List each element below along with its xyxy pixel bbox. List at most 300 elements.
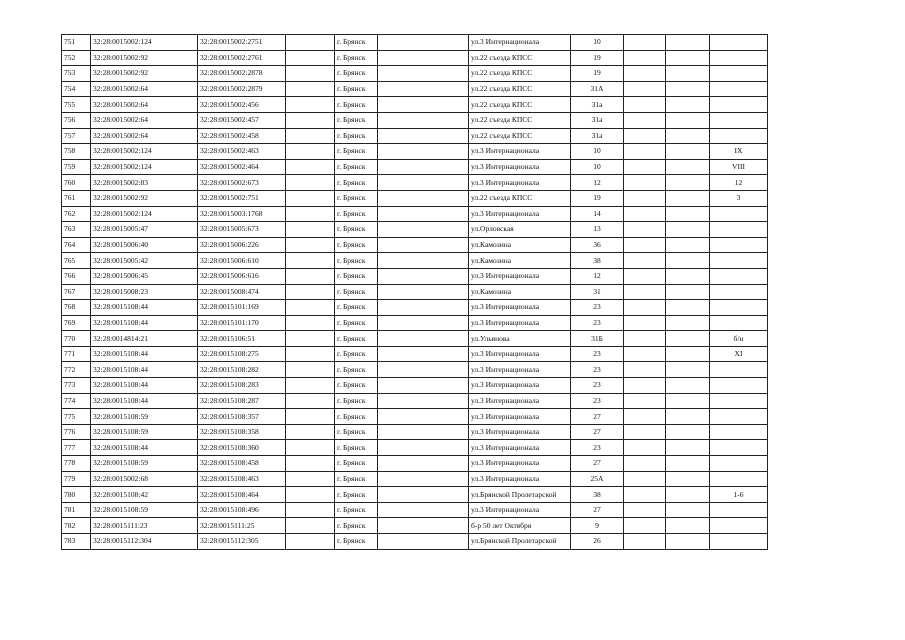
blank-col-cell: [624, 424, 666, 440]
street-cell: ул.22 съезда КПСС: [469, 112, 571, 128]
cadastral-number-cell: 32:28:0015002:464: [198, 159, 286, 175]
room-note-cell: 1-6: [710, 487, 768, 503]
house-number-cell: 27: [571, 409, 624, 425]
table-row: [62, 159, 768, 175]
row-number-cell: 755: [62, 97, 91, 113]
room-note-cell: [710, 378, 768, 394]
house-number-cell: 25А: [571, 471, 624, 487]
blank-col-cell: [378, 253, 469, 269]
blank-col-cell: [378, 331, 469, 347]
blank-col-cell: [378, 81, 469, 97]
city-cell: г. Брянск: [335, 393, 378, 409]
blank-col-cell: [378, 206, 469, 222]
cadastral-quarter-cell: 32:28:0015006:45: [91, 268, 198, 284]
cadastral-number-cell: 32:28:0015106:51: [198, 331, 286, 347]
cadastral-number-cell: 32:28:0015002:2751: [198, 35, 286, 51]
row-number-cell: 774: [62, 393, 91, 409]
house-number-cell: 10: [571, 144, 624, 160]
blank-col-cell: [378, 222, 469, 238]
row-number-cell: 778: [62, 456, 91, 472]
street-cell: ул.3 Интернационала: [469, 300, 571, 316]
table-row: [62, 300, 768, 316]
table-row: [62, 268, 768, 284]
room-note-cell: [710, 440, 768, 456]
cadastral-number-cell: 32:28:0015108:358: [198, 424, 286, 440]
blank-col-cell: [286, 284, 335, 300]
blank-col-cell: [378, 268, 469, 284]
cadastral-quarter-cell: 32:28:0015108:44: [91, 393, 198, 409]
row-number-cell: 769: [62, 315, 91, 331]
blank-col-cell: [666, 502, 710, 518]
cadastral-number-cell: 32:28:0015108:464: [198, 487, 286, 503]
house-number-cell: 38: [571, 487, 624, 503]
room-note-cell: [710, 237, 768, 253]
house-number-cell: 23: [571, 440, 624, 456]
house-number-cell: 31а: [571, 97, 624, 113]
cadastral-quarter-cell: 32:28:0015002:64: [91, 81, 198, 97]
row-number-cell: 775: [62, 409, 91, 425]
blank-col-cell: [666, 378, 710, 394]
table-row: [62, 81, 768, 97]
table-row: [62, 534, 768, 550]
cadastral-quarter-cell: 32:28:0015108:42: [91, 487, 198, 503]
blank-col-cell: [286, 35, 335, 51]
room-note-cell: [710, 424, 768, 440]
city-cell: г. Брянск: [335, 424, 378, 440]
street-cell: ул.3 Интернационала: [469, 159, 571, 175]
cadastral-quarter-cell: 32:28:0015112:304: [91, 534, 198, 550]
city-cell: г. Брянск: [335, 50, 378, 66]
blank-col-cell: [286, 534, 335, 550]
city-cell: г. Брянск: [335, 331, 378, 347]
house-number-cell: 12: [571, 268, 624, 284]
row-number-cell: 759: [62, 159, 91, 175]
cadastral-quarter-cell: 32:28:0015002:124: [91, 144, 198, 160]
blank-col-cell: [666, 144, 710, 160]
blank-col-cell: [624, 534, 666, 550]
blank-col-cell: [378, 534, 469, 550]
table-row: [62, 97, 768, 113]
blank-col-cell: [624, 81, 666, 97]
room-note-cell: [710, 35, 768, 51]
cadastral-number-cell: 32:28:0015002:458: [198, 128, 286, 144]
house-number-cell: 13: [571, 222, 624, 238]
city-cell: г. Брянск: [335, 378, 378, 394]
street-cell: ул.22 съезда КПСС: [469, 66, 571, 82]
room-note-cell: [710, 284, 768, 300]
table-row: [62, 284, 768, 300]
blank-col-cell: [378, 237, 469, 253]
table-row: [62, 128, 768, 144]
blank-col-cell: [286, 502, 335, 518]
city-cell: г. Брянск: [335, 35, 378, 51]
cadastral-quarter-cell: 32:28:0015002:92: [91, 50, 198, 66]
house-number-cell: 23: [571, 393, 624, 409]
cadastral-quarter-cell: 32:28:0014814:21: [91, 331, 198, 347]
blank-col-cell: [286, 97, 335, 113]
blank-col-cell: [378, 393, 469, 409]
cadastral-number-cell: 32:28:0015006:610: [198, 253, 286, 269]
room-note-cell: б/н: [710, 331, 768, 347]
blank-col-cell: [378, 487, 469, 503]
house-number-cell: 36: [571, 237, 624, 253]
street-cell: ул.3 Интернационала: [469, 378, 571, 394]
table-row: [62, 440, 768, 456]
blank-col-cell: [624, 284, 666, 300]
cadastral-quarter-cell: 32:28:0015111:23: [91, 518, 198, 534]
blank-col-cell: [624, 393, 666, 409]
city-cell: г. Брянск: [335, 222, 378, 238]
row-number-cell: 773: [62, 378, 91, 394]
street-cell: ул.22 съезда КПСС: [469, 97, 571, 113]
row-number-cell: 783: [62, 534, 91, 550]
cadastral-quarter-cell: 32:28:0015108:59: [91, 456, 198, 472]
blank-col-cell: [624, 502, 666, 518]
cadastral-number-cell: 32:28:0015006:226: [198, 237, 286, 253]
blank-col-cell: [378, 300, 469, 316]
room-note-cell: [710, 112, 768, 128]
blank-col-cell: [378, 190, 469, 206]
city-cell: г. Брянск: [335, 315, 378, 331]
blank-col-cell: [624, 159, 666, 175]
street-cell: ул.Камозина: [469, 237, 571, 253]
row-number-cell: 771: [62, 346, 91, 362]
cadastral-number-cell: 32:28:0015002:2878: [198, 66, 286, 82]
blank-col-cell: [378, 409, 469, 425]
blank-col-cell: [666, 393, 710, 409]
blank-col-cell: [378, 35, 469, 51]
house-number-cell: 27: [571, 502, 624, 518]
house-number-cell: 31Б: [571, 331, 624, 347]
cadastral-quarter-cell: 32:28:0015108:44: [91, 440, 198, 456]
cadastral-quarter-cell: 32:28:0015002:64: [91, 128, 198, 144]
blank-col-cell: [624, 471, 666, 487]
room-note-cell: [710, 362, 768, 378]
cadastral-quarter-cell: 32:28:0015108:59: [91, 424, 198, 440]
blank-col-cell: [666, 175, 710, 191]
blank-col-cell: [378, 144, 469, 160]
cadastral-quarter-cell: 32:28:0015002:64: [91, 97, 198, 113]
cadastral-number-cell: 32:28:0015002:463: [198, 144, 286, 160]
room-note-cell: [710, 409, 768, 425]
blank-col-cell: [666, 50, 710, 66]
city-cell: г. Брянск: [335, 502, 378, 518]
street-cell: ул.3 Интернационала: [469, 362, 571, 378]
city-cell: г. Брянск: [335, 346, 378, 362]
cadastral-number-cell: 32:28:0015108:282: [198, 362, 286, 378]
blank-col-cell: [624, 440, 666, 456]
cadastral-number-cell: 32:28:0015008:474: [198, 284, 286, 300]
cadastral-number-cell: 32:28:0015108:275: [198, 346, 286, 362]
blank-col-cell: [286, 424, 335, 440]
blank-col-cell: [666, 66, 710, 82]
cadastral-number-cell: 32:28:0015101:169: [198, 300, 286, 316]
blank-col-cell: [624, 315, 666, 331]
blank-col-cell: [286, 471, 335, 487]
blank-col-cell: [666, 300, 710, 316]
row-number-cell: 767: [62, 284, 91, 300]
row-number-cell: 752: [62, 50, 91, 66]
cadastral-number-cell: 32:28:0015002:751: [198, 190, 286, 206]
table-row: [62, 190, 768, 206]
cadastral-quarter-cell: 32:28:0015002:92: [91, 190, 198, 206]
street-cell: ул.3 Интернационала: [469, 315, 571, 331]
row-number-cell: 762: [62, 206, 91, 222]
house-number-cell: 14: [571, 206, 624, 222]
street-cell: ул.3 Интернационала: [469, 409, 571, 425]
blank-col-cell: [666, 128, 710, 144]
blank-col-cell: [666, 456, 710, 472]
cadastral-number-cell: 32:28:0015108:283: [198, 378, 286, 394]
city-cell: г. Брянск: [335, 284, 378, 300]
blank-col-cell: [286, 300, 335, 316]
city-cell: г. Брянск: [335, 112, 378, 128]
row-number-cell: 779: [62, 471, 91, 487]
row-number-cell: 758: [62, 144, 91, 160]
blank-col-cell: [624, 144, 666, 160]
room-note-cell: [710, 50, 768, 66]
blank-col-cell: [624, 253, 666, 269]
street-cell: ул.3 Интернационала: [469, 456, 571, 472]
cadastral-number-cell: 32:28:0015005:673: [198, 222, 286, 238]
blank-col-cell: [666, 222, 710, 238]
cadastral-quarter-cell: 32:28:0015108:44: [91, 346, 198, 362]
street-cell: ул.3 Интернационала: [469, 440, 571, 456]
city-cell: г. Брянск: [335, 518, 378, 534]
row-number-cell: 768: [62, 300, 91, 316]
row-number-cell: 754: [62, 81, 91, 97]
table-row: [62, 331, 768, 347]
street-cell: ул.3 Интернационала: [469, 175, 571, 191]
house-number-cell: 31: [571, 284, 624, 300]
blank-col-cell: [286, 159, 335, 175]
street-cell: ул.3 Интернационала: [469, 206, 571, 222]
table-row: [62, 471, 768, 487]
city-cell: г. Брянск: [335, 409, 378, 425]
table-row: [62, 518, 768, 534]
blank-col-cell: [378, 456, 469, 472]
blank-col-cell: [286, 190, 335, 206]
blank-col-cell: [286, 144, 335, 160]
house-number-cell: 10: [571, 159, 624, 175]
room-note-cell: XI: [710, 346, 768, 362]
blank-col-cell: [624, 268, 666, 284]
cadastral-quarter-cell: 32:28:0015108:59: [91, 502, 198, 518]
cadastral-quarter-cell: 32:28:0015002:68: [91, 471, 198, 487]
blank-col-cell: [378, 66, 469, 82]
cadastral-quarter-cell: 32:28:0015002:124: [91, 35, 198, 51]
blank-col-cell: [286, 128, 335, 144]
street-cell: ул.Ульянова: [469, 331, 571, 347]
blank-col-cell: [624, 518, 666, 534]
blank-col-cell: [286, 456, 335, 472]
blank-col-cell: [286, 206, 335, 222]
blank-col-cell: [624, 409, 666, 425]
house-number-cell: 31А: [571, 81, 624, 97]
table-row: [62, 362, 768, 378]
city-cell: г. Брянск: [335, 471, 378, 487]
house-number-cell: 9: [571, 518, 624, 534]
table-row: [62, 315, 768, 331]
blank-col-cell: [286, 393, 335, 409]
blank-col-cell: [666, 471, 710, 487]
city-cell: г. Брянск: [335, 268, 378, 284]
street-cell: ул.22 съезда КПСС: [469, 81, 571, 97]
room-note-cell: [710, 393, 768, 409]
blank-col-cell: [624, 128, 666, 144]
blank-col-cell: [624, 190, 666, 206]
table-row: [62, 206, 768, 222]
blank-col-cell: [286, 112, 335, 128]
street-cell: ул.3 Интернационала: [469, 268, 571, 284]
city-cell: г. Брянск: [335, 362, 378, 378]
city-cell: г. Брянск: [335, 81, 378, 97]
blank-col-cell: [286, 440, 335, 456]
row-number-cell: 777: [62, 440, 91, 456]
blank-col-cell: [666, 237, 710, 253]
blank-col-cell: [666, 159, 710, 175]
cadastral-number-cell: 32:28:0015108:287: [198, 393, 286, 409]
room-note-cell: [710, 518, 768, 534]
house-number-cell: 23: [571, 362, 624, 378]
street-cell: ул.3 Интернационала: [469, 424, 571, 440]
cadastral-quarter-cell: 32:28:0015108:44: [91, 300, 198, 316]
table-row: [62, 253, 768, 269]
cadastral-number-cell: 32:28:0015002:2761: [198, 50, 286, 66]
city-cell: г. Брянск: [335, 456, 378, 472]
cadastral-quarter-cell: 32:28:0015108:44: [91, 315, 198, 331]
city-cell: г. Брянск: [335, 300, 378, 316]
room-note-cell: IX: [710, 144, 768, 160]
blank-col-cell: [286, 253, 335, 269]
blank-col-cell: [666, 440, 710, 456]
room-note-cell: [710, 81, 768, 97]
room-note-cell: [710, 300, 768, 316]
table-row: [62, 112, 768, 128]
blank-col-cell: [286, 66, 335, 82]
cadastral-number-cell: 32:28:0015108:458: [198, 456, 286, 472]
street-cell: ул.22 съезда КПСС: [469, 190, 571, 206]
table-row: [62, 175, 768, 191]
street-cell: ул.3 Интернационала: [469, 471, 571, 487]
cadastral-number-cell: 32:28:0015101:170: [198, 315, 286, 331]
blank-col-cell: [624, 206, 666, 222]
row-number-cell: 765: [62, 253, 91, 269]
cadastral-number-cell: 32:28:0015002:457: [198, 112, 286, 128]
blank-col-cell: [286, 81, 335, 97]
blank-col-cell: [666, 424, 710, 440]
blank-col-cell: [624, 378, 666, 394]
house-number-cell: 19: [571, 50, 624, 66]
row-number-cell: 770: [62, 331, 91, 347]
room-note-cell: [710, 206, 768, 222]
blank-col-cell: [378, 112, 469, 128]
cadastral-number-cell: 32:28:0015002:673: [198, 175, 286, 191]
blank-col-cell: [624, 35, 666, 51]
blank-col-cell: [286, 487, 335, 503]
blank-col-cell: [378, 471, 469, 487]
blank-col-cell: [624, 300, 666, 316]
street-cell: б-р 50 лет Октября: [469, 518, 571, 534]
blank-col-cell: [666, 315, 710, 331]
table-row: [62, 237, 768, 253]
city-cell: г. Брянск: [335, 440, 378, 456]
street-cell: ул.3 Интернационала: [469, 35, 571, 51]
cadastral-number-cell: 32:28:0015108:360: [198, 440, 286, 456]
table-row: [62, 409, 768, 425]
room-note-cell: [710, 315, 768, 331]
cadastral-quarter-cell: 32:28:0015108:44: [91, 378, 198, 394]
house-number-cell: 23: [571, 378, 624, 394]
cadastral-quarter-cell: 32:28:0015002:124: [91, 159, 198, 175]
city-cell: г. Брянск: [335, 97, 378, 113]
blank-col-cell: [378, 50, 469, 66]
blank-col-cell: [286, 346, 335, 362]
house-number-cell: 10: [571, 35, 624, 51]
blank-col-cell: [378, 128, 469, 144]
blank-col-cell: [378, 284, 469, 300]
room-note-cell: 12: [710, 175, 768, 191]
blank-col-cell: [378, 97, 469, 113]
house-number-cell: 27: [571, 456, 624, 472]
house-number-cell: 23: [571, 300, 624, 316]
house-number-cell: 38: [571, 253, 624, 269]
street-cell: ул.22 съезда КПСС: [469, 50, 571, 66]
cadastral-quarter-cell: 32:28:0015002:92: [91, 66, 198, 82]
blank-col-cell: [378, 502, 469, 518]
cadastral-quarter-cell: 32:28:0015108:59: [91, 409, 198, 425]
row-number-cell: 753: [62, 66, 91, 82]
cadastral-registry-table: [61, 34, 768, 550]
row-number-cell: 776: [62, 424, 91, 440]
row-number-cell: 761: [62, 190, 91, 206]
table-row: [62, 487, 768, 503]
row-number-cell: 781: [62, 502, 91, 518]
city-cell: г. Брянск: [335, 128, 378, 144]
street-cell: ул.3 Интернационала: [469, 502, 571, 518]
street-cell: ул.Орловская: [469, 222, 571, 238]
cadastral-number-cell: 32:28:0015003:1768: [198, 206, 286, 222]
row-number-cell: 757: [62, 128, 91, 144]
table-row: [62, 346, 768, 362]
cadastral-number-cell: 32:28:0015002:456: [198, 97, 286, 113]
cadastral-number-cell: 32:28:0015108:357: [198, 409, 286, 425]
row-number-cell: 766: [62, 268, 91, 284]
blank-col-cell: [624, 487, 666, 503]
room-note-cell: [710, 502, 768, 518]
blank-col-cell: [666, 112, 710, 128]
street-cell: ул.Брянской Пролетарской: [469, 487, 571, 503]
blank-col-cell: [286, 50, 335, 66]
room-note-cell: [710, 471, 768, 487]
cadastral-quarter-cell: 32:28:0015002:83: [91, 175, 198, 191]
cadastral-number-cell: 32:28:0015111:25: [198, 518, 286, 534]
table-row: [62, 456, 768, 472]
city-cell: г. Брянск: [335, 144, 378, 160]
table-row: [62, 393, 768, 409]
table-row: [62, 66, 768, 82]
blank-col-cell: [624, 175, 666, 191]
city-cell: г. Брянск: [335, 159, 378, 175]
blank-col-cell: [624, 66, 666, 82]
house-number-cell: 31а: [571, 128, 624, 144]
table-body: [62, 35, 768, 550]
blank-col-cell: [666, 97, 710, 113]
blank-col-cell: [378, 346, 469, 362]
row-number-cell: 780: [62, 487, 91, 503]
blank-col-cell: [666, 362, 710, 378]
blank-col-cell: [666, 81, 710, 97]
